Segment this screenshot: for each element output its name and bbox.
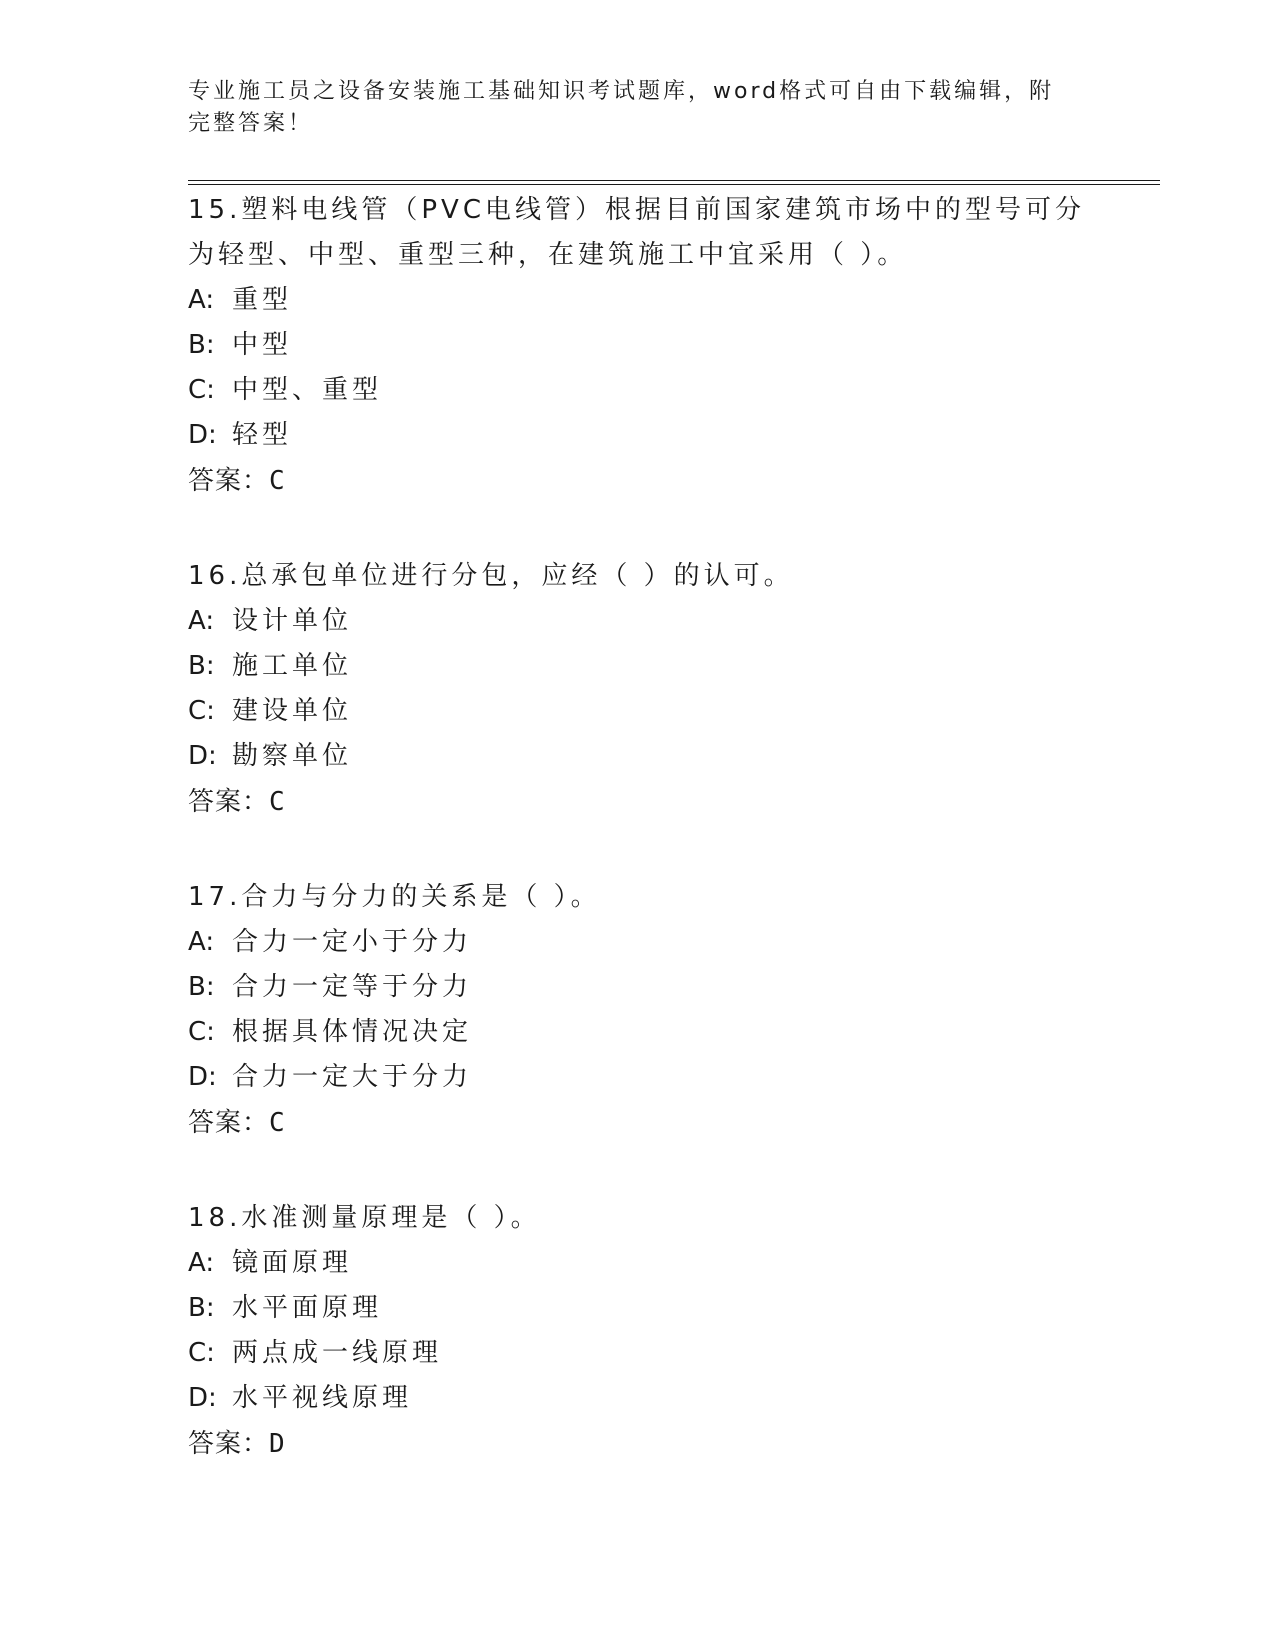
header-divider-bottom: [188, 184, 1160, 185]
option-key: C:: [188, 696, 215, 726]
question-stem: 15.塑料电线管（PVC电线管）根据目前国家建筑市场中的型号可分为轻型、中型、重型三种，在建筑施工中宜采用（ ）。: [188, 195, 1085, 270]
header-divider-top: [188, 180, 1160, 181]
question-18: [188, 1196, 1088, 1467]
option-text: 合力一定小于分力: [232, 927, 473, 957]
option-key: C:: [188, 1017, 215, 1047]
option-key: D:: [188, 1062, 217, 1092]
option-text: 建设单位: [232, 696, 353, 726]
option-d: [188, 1376, 1088, 1421]
answer-label: 答案：: [188, 787, 270, 817]
option-text: 勘察单位: [232, 741, 353, 771]
option-text: 两点成一线原理: [232, 1338, 443, 1368]
option-text: 中型、重型: [232, 375, 383, 405]
option-key: A:: [188, 606, 215, 636]
option-key: A:: [188, 1248, 215, 1278]
answer-value: C: [269, 1108, 286, 1138]
option-key: B:: [188, 1293, 215, 1323]
option-key: B:: [188, 330, 215, 360]
option-key: C:: [188, 1338, 215, 1368]
option-text: 根据具体情况决定: [232, 1017, 473, 1047]
answer-label: 答案：: [188, 1108, 270, 1138]
answer-value: D: [269, 1429, 286, 1459]
option-b: [188, 965, 1088, 1010]
option-a: [188, 278, 1088, 323]
option-key: B:: [188, 972, 215, 1002]
option-a: [188, 1241, 1088, 1286]
option-text: 中型: [232, 330, 293, 360]
option-text: 施工单位: [232, 651, 353, 681]
document-header: 专业施工员之设备安装施工基础知识考试题库，word格式可自由下载编辑，附完整答案！: [188, 79, 1055, 136]
option-key: B:: [188, 651, 215, 681]
answer-value: C: [269, 787, 286, 817]
option-d: [188, 1055, 1088, 1100]
question-stem: 17.合力与分力的关系是（ ）。: [188, 882, 601, 912]
question-list: [188, 188, 1088, 1517]
answer-label: 答案：: [188, 1429, 270, 1459]
question-17: [188, 875, 1088, 1146]
option-text: 重型: [232, 285, 293, 315]
option-a: [188, 599, 1088, 644]
option-key: C:: [188, 375, 215, 405]
answer-line: [188, 1421, 1088, 1467]
option-key: A:: [188, 927, 215, 957]
option-key: D:: [188, 1383, 217, 1413]
option-key: D:: [188, 420, 217, 450]
option-b: [188, 644, 1088, 689]
option-text: 水平面原理: [232, 1293, 383, 1323]
option-text: 设计单位: [232, 606, 353, 636]
option-a: [188, 920, 1088, 965]
question-stem: 18.水准测量原理是（ ）。: [188, 1203, 541, 1233]
option-d: [188, 413, 1088, 458]
option-b: [188, 1286, 1088, 1331]
option-text: 合力一定大于分力: [232, 1062, 473, 1092]
option-d: [188, 734, 1088, 779]
answer-line: [188, 458, 1088, 504]
answer-line: [188, 1100, 1088, 1146]
answer-value: C: [269, 466, 286, 496]
question-16: [188, 554, 1088, 825]
option-b: [188, 323, 1088, 368]
question-stem: 16.总承包单位进行分包，应经（ ）的认可。: [188, 561, 794, 591]
option-text: 合力一定等于分力: [232, 972, 473, 1002]
option-c: [188, 1331, 1088, 1376]
option-text: 轻型: [232, 420, 293, 450]
answer-line: [188, 779, 1088, 825]
answer-label: 答案：: [188, 466, 270, 496]
option-text: 水平视线原理: [232, 1383, 413, 1413]
option-c: [188, 689, 1088, 734]
option-text: 镜面原理: [232, 1248, 353, 1278]
option-key: D:: [188, 741, 217, 771]
option-key: A:: [188, 285, 215, 315]
question-15: [188, 188, 1088, 504]
option-c: [188, 368, 1088, 413]
option-c: [188, 1010, 1088, 1055]
